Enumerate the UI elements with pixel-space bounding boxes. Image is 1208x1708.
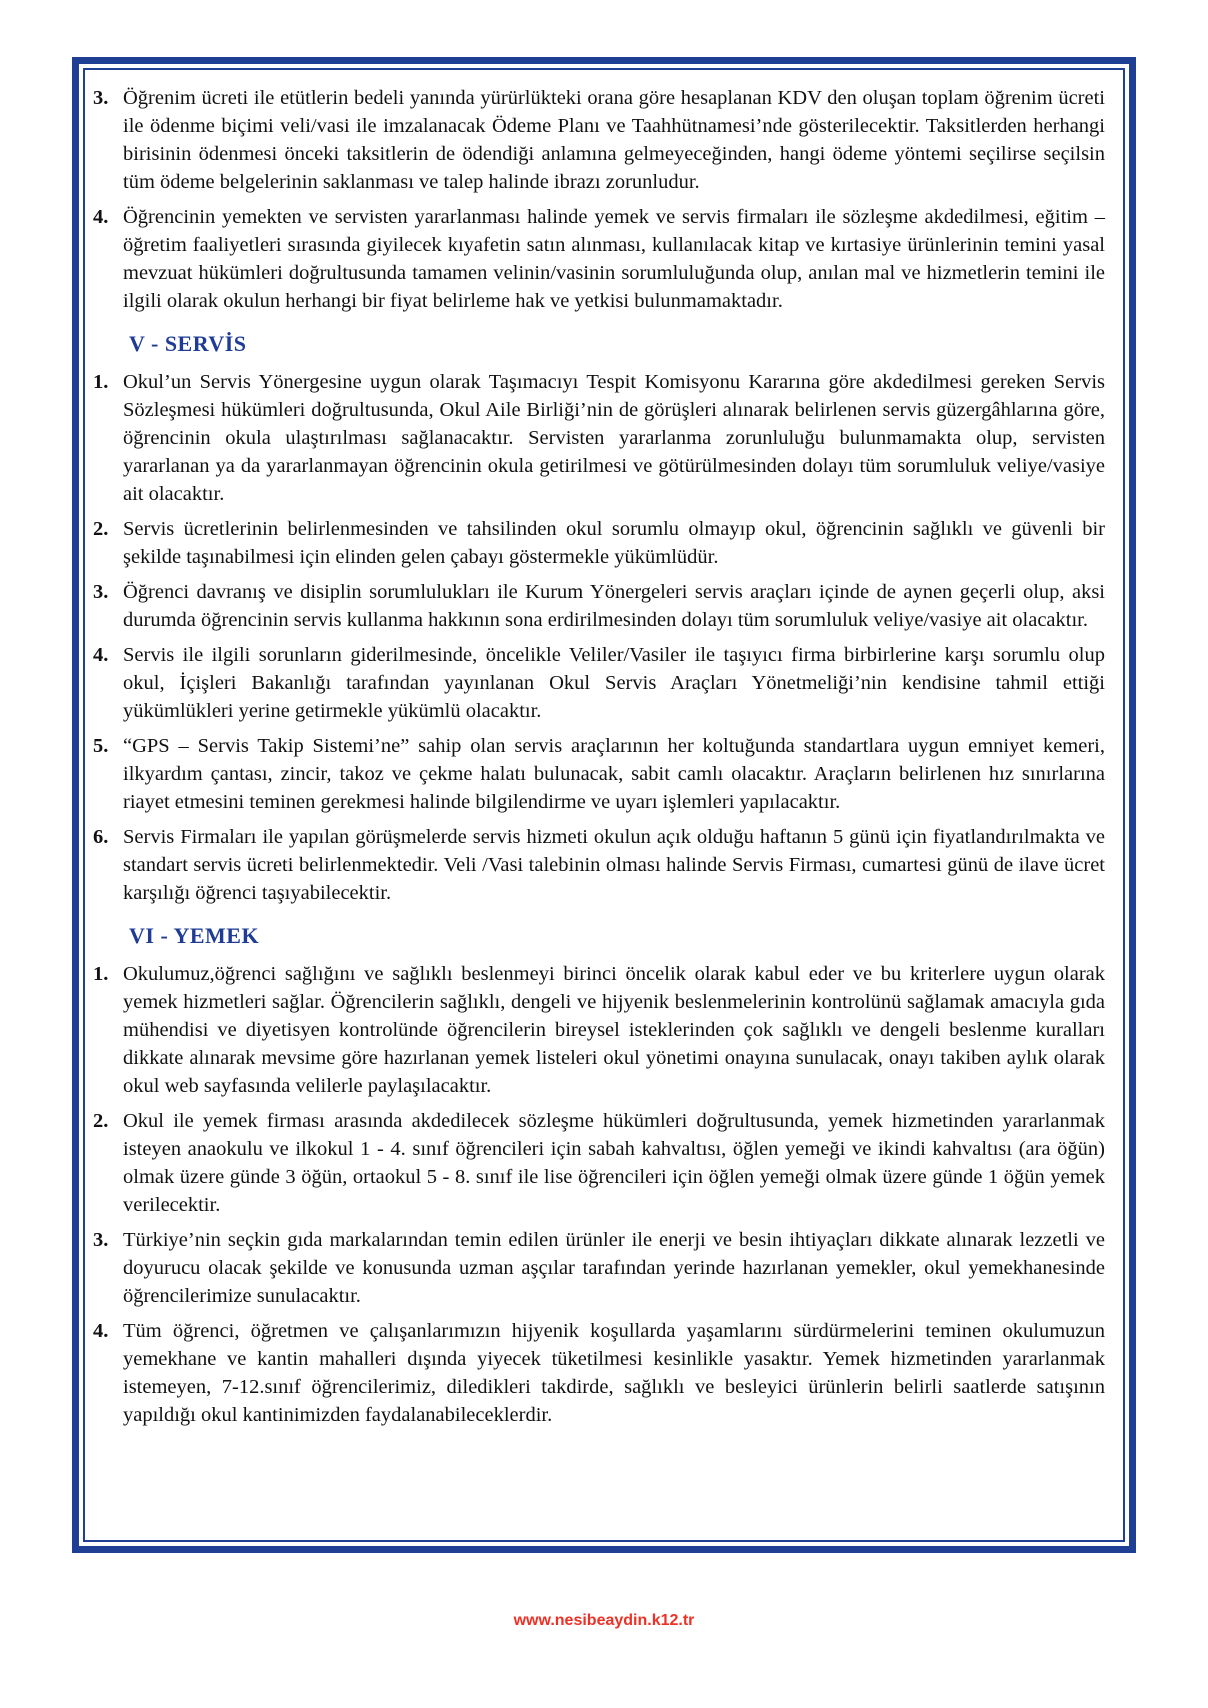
list-item: [91, 960, 1105, 1100]
item-text: Okul ile yemek firması arasında akdedilecek sözleşme hükümleri doğrultusunda, yemek hizmetinden yararlanmak isteyen anaokulu ve ilkokul 1 - 4. sınıf öğrencileri için sabah kahvaltısı, öğlen yemeği ve ikindi kahvaltısı (ara öğün) olmak üzere günde 3 öğün, ortaokul 5 - 8. sınıf ile lise öğrencileri için öğlen yemeği olmak üzere günde 1 öğün yemek verilecektir.: [123, 1110, 1105, 1216]
item-number: 4.: [93, 206, 109, 228]
item-number: 2.: [93, 518, 109, 540]
section-heading-servis: V - SERVİS: [129, 331, 247, 356]
list-item: [91, 823, 1105, 907]
item-number: 1.: [93, 963, 109, 985]
item-number: 1.: [93, 371, 109, 393]
item-number: 5.: [93, 735, 109, 757]
item-text: “GPS – Servis Takip Sistemi’ne” sahip olan servis araçlarının her koltuğunda standartlara uygun emniyet kemeri, ilkyardım çantası, zincir, takoz ve çekme halatı bulunacak, sabit camlı olacaktır. Araçların belirlenen hız sınırlarına riayet etmesini teminen gerekmesi halinde bilgilendirme ve uyarı işlemleri yapılacaktır.: [123, 735, 1105, 813]
item-number: 3.: [93, 1229, 109, 1251]
item-number: 6.: [93, 826, 109, 848]
item-text: Okulumuz,öğrenci sağlığını ve sağlıklı beslenmeyi birinci öncelik olarak kabul eder ve bu kriterlere uygun olarak yemek hizmetleri sağlar. Öğrencilerin sağlıklı, dengeli ve hijyenik beslenmelerinin kontrolünü sağlamak amacıyla gıda mühendisi ve diyetisyen kontrolünde öğrencilerin bireysel isteklerinden çok sağlıklı ve dengeli beslenme kuralları dikkate alınarak mevsime göre hazırlanan yemek listeleri okul yönetimi onayına sunulacak, onayı takiben aylık olarak okul web sayfasında velilerle paylaşılacaktır.: [123, 963, 1105, 1097]
item-number: 4.: [93, 1320, 109, 1342]
list-item: [91, 732, 1105, 816]
list-item: [91, 1107, 1105, 1219]
item-text: Servis ile ilgili sorunların giderilmesinde, öncelikle Veliler/Vasiler ile taşıyıcı firma birbirlerine karşı sorumlu olup okul, İçişleri Bakanlığı tarafından yayınlanan Okul Servis Araçları Yönetmeliği’nin kendisine tahmil ettiği yükümlükleri yerine getirmekle yükümlü olacaktır.: [123, 644, 1105, 722]
item-text: Tüm öğrenci, öğretmen ve çalışanlarımızın hijyenik koşullarda yaşamlarını sürdürmelerini teminen okulumuzun yemekhane ve kantin mahalleri dışında yiyecek tüketilmesi kesinlikle yasaktır. Yemek hizmetinden yararlanmak istemeyen, 7-12.sınıf öğrencilerimiz, diledikleri takdirde, sağlıklı ve besleyici ürünlerin belirli saatlerde satışının yapıldığı okul kantinimizden faydalanabileceklerdir.: [123, 1320, 1105, 1426]
list-item: [91, 84, 1105, 196]
item-number: 3.: [93, 581, 109, 603]
item-text: Servis ücretlerinin belirlenmesinden ve tahsilinden okul sorumlu olmayıp okul, öğrencinin sağlıklı ve güvenli bir şekilde taşınabilmesi için elinden gelen çabayı göstermekle yükümlüdür.: [123, 518, 1105, 568]
item-number: 3.: [93, 87, 109, 109]
list-item: [91, 203, 1105, 315]
list-item: [91, 578, 1105, 634]
item-text: Öğrenci davranış ve disiplin sorumlulukları ile Kurum Yönergeleri servis araçları içinde de aynen geçerli olup, aksi durumda öğrencinin servis kullanma hakkının sona erdirilmesinden dolayı tüm sorumluluk veliye/vasiye ait olacaktır.: [123, 581, 1105, 631]
list-item: [91, 1226, 1105, 1310]
item-text: Öğrenim ücreti ile etütlerin bedeli yanında yürürlükteki orana göre hesaplanan KDV den oluşan toplam öğrenim ücreti ile ödenme biçimi veli/vasi ile imzalanacak Ödeme Planı ve Taahhütnamesi’nde gösterilecektir. Taksitlerden herhangi birisinin ödenmesi önceki taksitlerin de ödendiği anlamına gelmeyeceğinden, hangi ödeme yöntemi seçilirse seçilsin tüm ödeme belgelerinin saklanması ve talep halinde ibrazı zorunludur.: [123, 87, 1105, 193]
item-text: Okul’un Servis Yönergesine uygun olarak Taşımacıyı Tespit Komisyonu Kararına göre akdedilmesi gereken Servis Sözleşmesi hükümleri doğrultusunda, Okul Aile Birliği’nin de görüşleri alınarak belirlenen servis güzergâhlarına göre, öğrencinin okula ulaştırılması sağlanacaktır. Servisten yararlanma zorunluluğu bulunmamakta olup, servisten yararlanan ya da yararlanmayan öğrencinin okula getirilmesi ve götürülmesinden dolayı tüm sorumluluk veliye/vasiye ait olacaktır.: [123, 371, 1105, 505]
item-text: Servis Firmaları ile yapılan görüşmelerde servis hizmeti okulun açık olduğu haftanın 5 günü için fiyatlandırılmakta ve standart servis ücreti belirlenmektedir. Veli /Vasi talebinin olması halinde Servis Firması, cumartesi günü de ilave ücret karşılığı öğrenci taşıyabilecektir.: [123, 826, 1105, 904]
list-item: [91, 1317, 1105, 1429]
section-heading-yemek: VI - YEMEK: [129, 923, 260, 948]
list-item: [91, 368, 1105, 508]
item-text: Öğrencinin yemekten ve servisten yararlanması halinde yemek ve servis firmaları ile sözleşme akdedilmesi, eğitim – öğretim faaliyetleri sırasında giyilecek kıyafetin satın alınması, kullanılacak kitap ve kırtasiye ürünlerinin temini yasal mevzuat hükümleri doğrultusunda tamamen velinin/vasinin sorumluluğunda olup, anılan mal ve hizmetlerin temini ile ilgili olarak okulun herhangi bir fiyat belirleme hak ve yetkisi bulunmamaktadır.: [123, 206, 1105, 312]
footer-website-url: www.nesibeaydin.k12.tr: [513, 1612, 695, 1629]
document-border-frame: [72, 57, 1136, 1553]
list-item: [91, 641, 1105, 725]
item-number: 2.: [93, 1110, 109, 1132]
item-text: Türkiye’nin seçkin gıda markalarından temin edilen ürünler ile enerji ve besin ihtiyaçları dikkate alınarak lezzetli ve doyurucu olacak şekilde ve konusunda uzman aşçılar tarafından yerinde hazırlanan yemekler, okul yemekhanesinde öğrencilerimize sunulacaktır.: [123, 1229, 1105, 1307]
item-number: 4.: [93, 644, 109, 666]
list-item: [91, 515, 1105, 571]
document-content-area: [83, 68, 1125, 1542]
